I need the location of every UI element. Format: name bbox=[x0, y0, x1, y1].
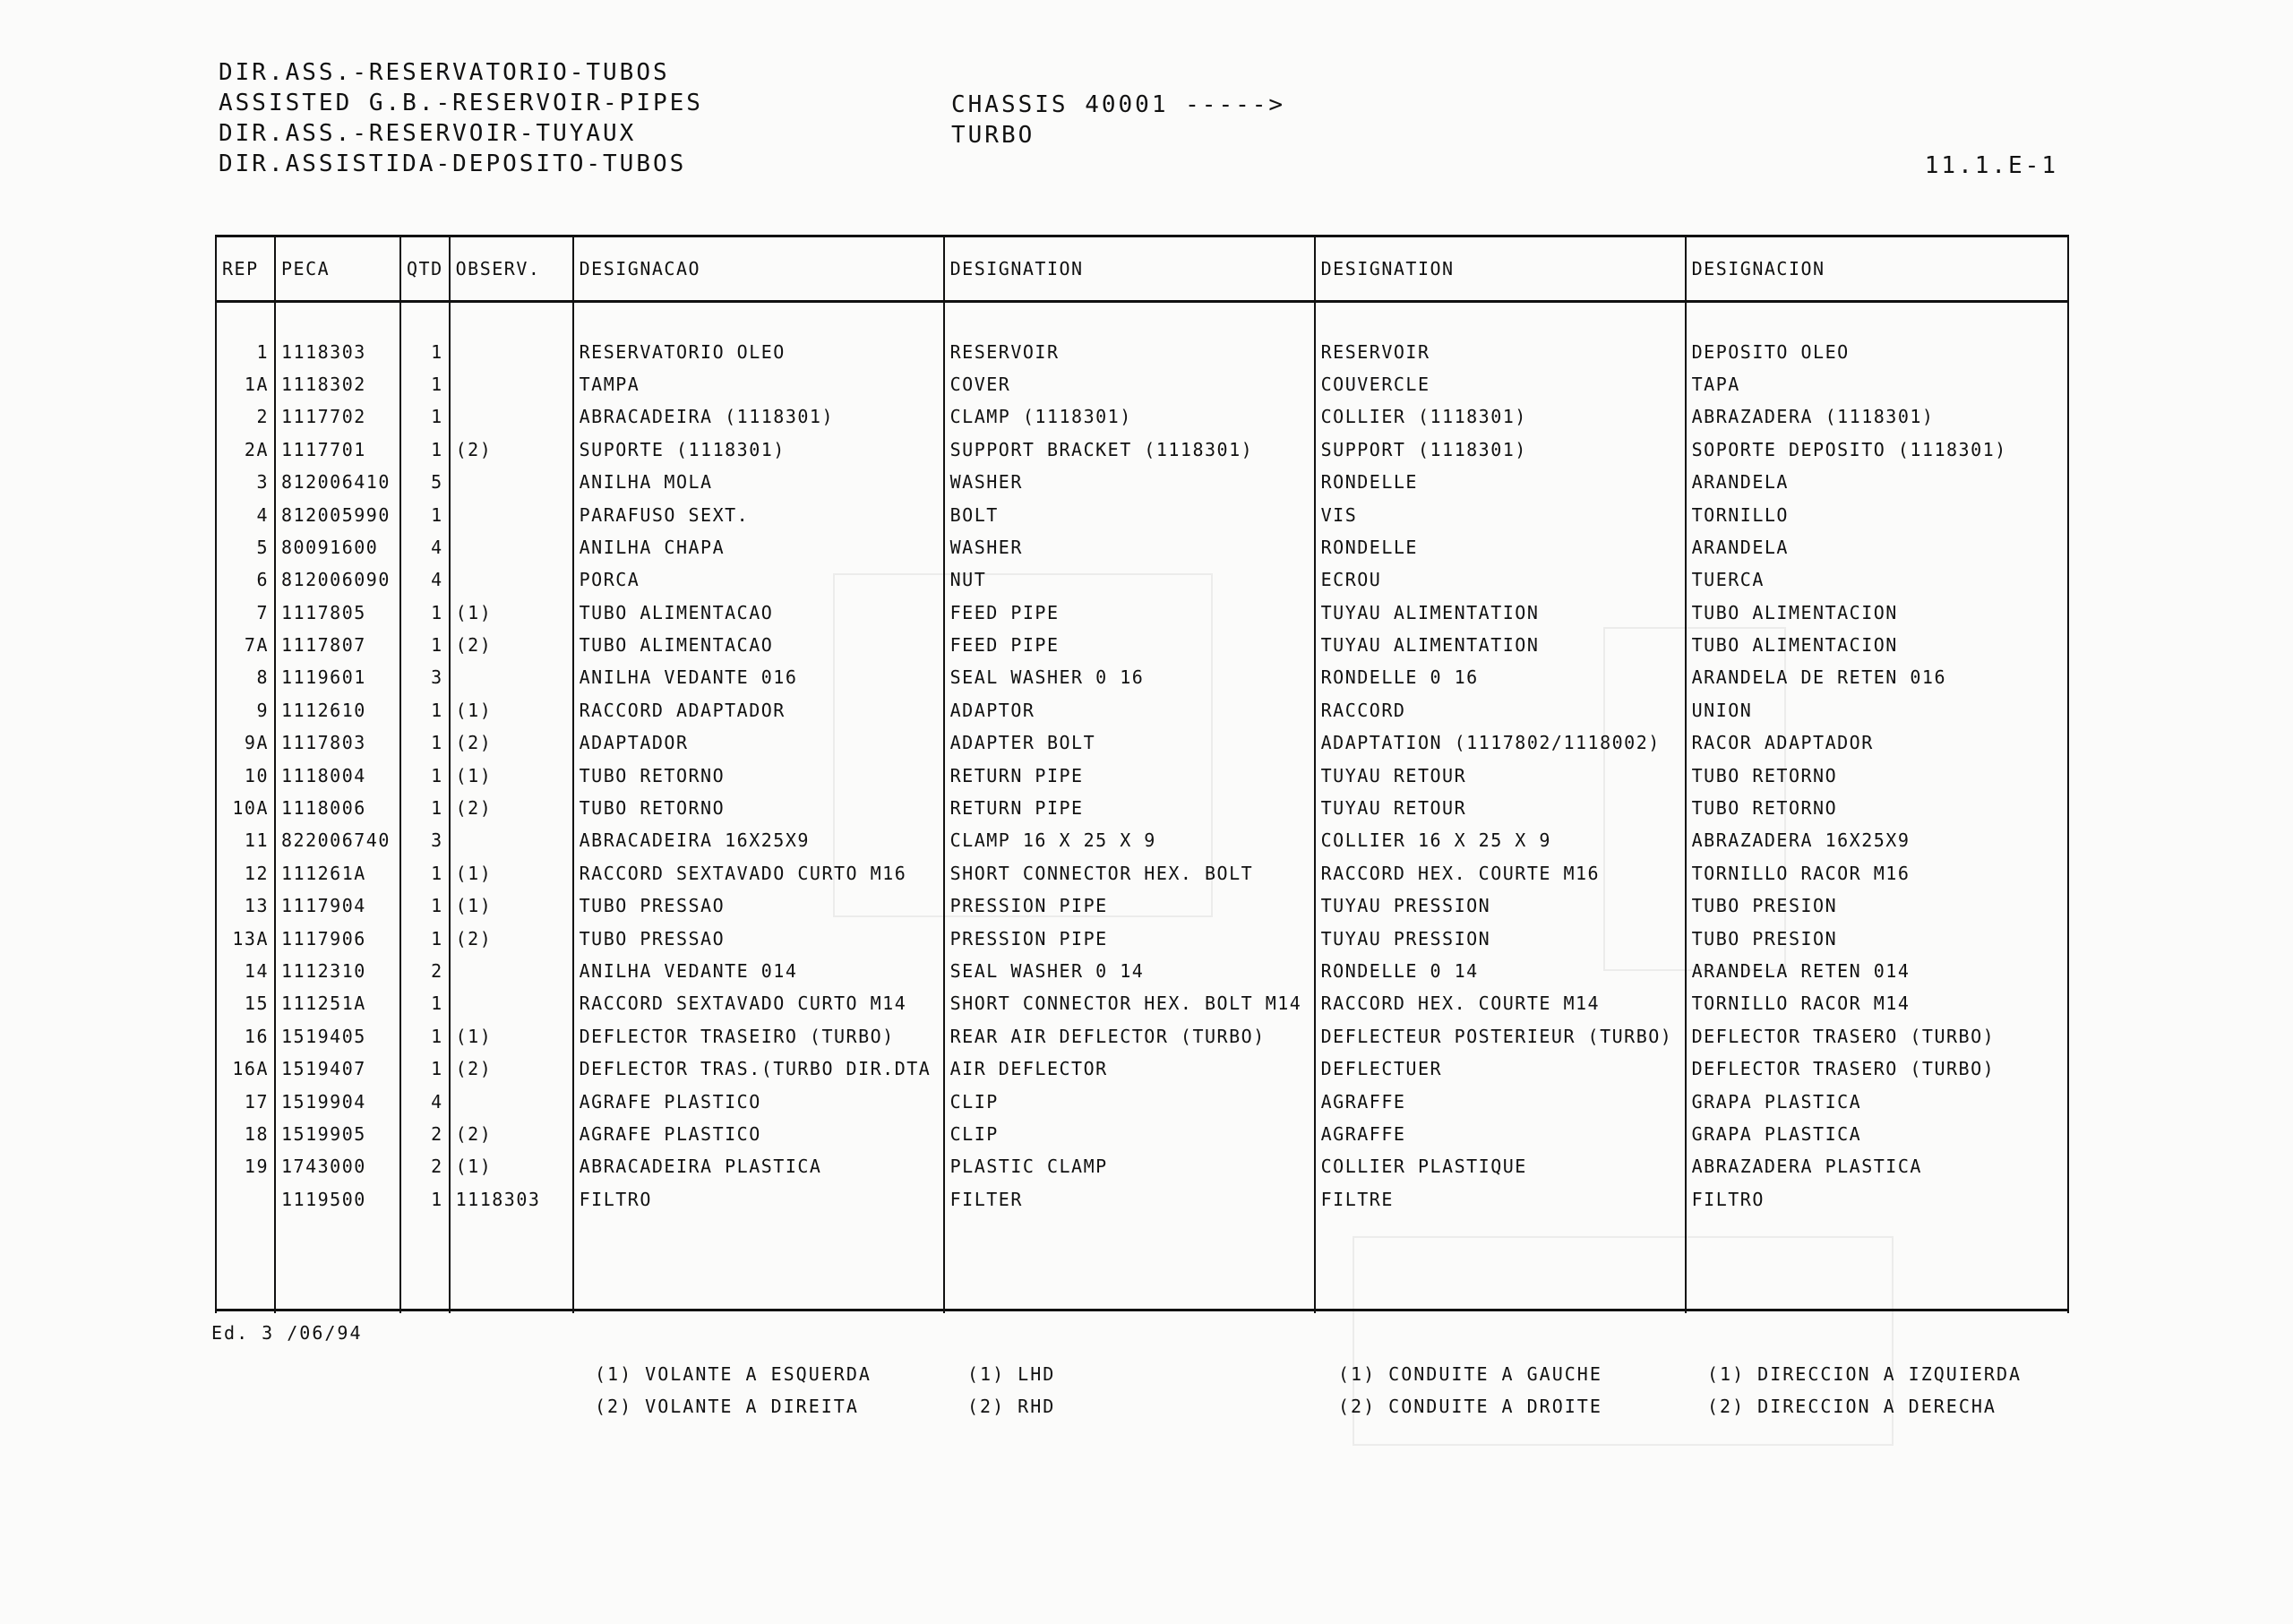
cell-designation-fr: DEFLECTUER bbox=[1315, 1053, 1686, 1085]
cell-designacao: RACCORD ADAPTADOR bbox=[573, 694, 944, 726]
cell-designacion: TUBO PRESION bbox=[1686, 922, 2068, 954]
cell-rep: 2A bbox=[216, 434, 275, 466]
cell-rep: 1 bbox=[216, 335, 275, 367]
cell-peca: 812005990 bbox=[275, 498, 400, 530]
cell-designation-fr: DEFLECTEUR POSTERIEUR (TURBO) bbox=[1315, 1020, 1686, 1053]
note-line: (2) RHD bbox=[967, 1396, 1056, 1417]
note-line: (2) CONDUITE A DROITE bbox=[1338, 1396, 1602, 1417]
cell-rep: 4 bbox=[216, 498, 275, 530]
note-line: (1) CONDUITE A GAUCHE bbox=[1338, 1363, 1602, 1385]
page-reference: 11.1.E-1 bbox=[1924, 152, 2058, 179]
parts-table bbox=[215, 237, 2069, 1313]
cell-observ: 1118303 bbox=[450, 1183, 573, 1216]
cell-rep bbox=[216, 1183, 275, 1216]
col-designation-en: DESIGNATION bbox=[944, 237, 1315, 302]
cell-designacao: TUBO RETORNO bbox=[573, 759, 944, 791]
cell-designation-en: WASHER bbox=[944, 466, 1315, 498]
section-title bbox=[219, 57, 703, 179]
cell-observ: (2) bbox=[450, 434, 573, 466]
cell-designacao: RACCORD SEXTAVADO CURTO M14 bbox=[573, 987, 944, 1019]
cell-designacao: TUBO ALIMENTACAO bbox=[573, 597, 944, 629]
parts-table-frame bbox=[215, 235, 2069, 1311]
cell-designation-fr: TUYAU PRESSION bbox=[1315, 922, 1686, 954]
cell-designation-en: SEAL WASHER 0 14 bbox=[944, 955, 1315, 987]
col-peca: PECA bbox=[275, 237, 400, 302]
cell-rep: 7A bbox=[216, 629, 275, 661]
cell-peca: 1519407 bbox=[275, 1053, 400, 1085]
cell-designation-en: ADAPTOR bbox=[944, 694, 1315, 726]
cell-designacion: ARANDELA bbox=[1686, 466, 2068, 498]
cell-qtd: 4 bbox=[400, 563, 450, 596]
table-row bbox=[216, 531, 2068, 563]
title-line-pt: DIR.ASS.-RESERVATORIO-TUBOS bbox=[219, 59, 670, 86]
cell-designation-en: CLAMP 16 X 25 X 9 bbox=[944, 824, 1315, 856]
cell-qtd: 2 bbox=[400, 1118, 450, 1150]
cell-observ bbox=[450, 661, 573, 693]
cell-qtd: 1 bbox=[400, 857, 450, 889]
cell-qtd: 1 bbox=[400, 922, 450, 954]
cell-rep: 17 bbox=[216, 1085, 275, 1117]
cell-designacao: ABRACADEIRA (1118301) bbox=[573, 400, 944, 433]
cell-rep: 18 bbox=[216, 1118, 275, 1150]
cell-observ: (2) bbox=[450, 922, 573, 954]
cell-designation-en: PRESSION PIPE bbox=[944, 922, 1315, 954]
cell-designacao: ANILHA CHAPA bbox=[573, 531, 944, 563]
cell-designation-en: ADAPTER BOLT bbox=[944, 726, 1315, 759]
cell-peca: 1117805 bbox=[275, 597, 400, 629]
cell-designation-fr: COLLIER (1118301) bbox=[1315, 400, 1686, 433]
cell-designation-en: FEED PIPE bbox=[944, 629, 1315, 661]
cell-designation-en: RESERVOIR bbox=[944, 335, 1315, 367]
cell-rep: 3 bbox=[216, 466, 275, 498]
cell-designacion: ARANDELA RETEN 014 bbox=[1686, 955, 2068, 987]
cell-designation-fr: ADAPTATION (1117802/1118002) bbox=[1315, 726, 1686, 759]
cell-designation-fr: ECROU bbox=[1315, 563, 1686, 596]
cell-rep: 11 bbox=[216, 824, 275, 856]
cell-designation-fr: RONDELLE bbox=[1315, 531, 1686, 563]
cell-qtd: 5 bbox=[400, 466, 450, 498]
table-row bbox=[216, 1118, 2068, 1150]
cell-observ: (2) bbox=[450, 629, 573, 661]
cell-designacion: DEPOSITO OLEO bbox=[1686, 335, 2068, 367]
table-row bbox=[216, 857, 2068, 889]
cell-qtd: 1 bbox=[400, 1183, 450, 1216]
cell-observ: (1) bbox=[450, 1150, 573, 1182]
title-line-fr: DIR.ASS.-RESERVOIR-TUYAUX bbox=[219, 120, 637, 147]
title-line-es: DIR.ASSISTIDA-DEPOSITO-TUBOS bbox=[219, 150, 687, 177]
cell-observ bbox=[450, 563, 573, 596]
cell-qtd: 4 bbox=[400, 1085, 450, 1117]
col-rep: REP bbox=[216, 237, 275, 302]
cell-qtd: 1 bbox=[400, 987, 450, 1019]
cell-designacao: PORCA bbox=[573, 563, 944, 596]
cell-observ bbox=[450, 955, 573, 987]
cell-peca: 111261A bbox=[275, 857, 400, 889]
cell-designation-en: PLASTIC CLAMP bbox=[944, 1150, 1315, 1182]
cell-observ: (1) bbox=[450, 597, 573, 629]
cell-designacao: TAMPA bbox=[573, 368, 944, 400]
cell-designacao: RESERVATORIO OLEO bbox=[573, 335, 944, 367]
cell-designacao: TUBO PRESSAO bbox=[573, 922, 944, 954]
cell-designacion: GRAPA PLASTICA bbox=[1686, 1085, 2068, 1117]
cell-designacion: TAPA bbox=[1686, 368, 2068, 400]
engine-type: TURBO bbox=[951, 122, 1035, 149]
cell-designation-en: AIR DEFLECTOR bbox=[944, 1053, 1315, 1085]
cell-designation-fr: RONDELLE 0 14 bbox=[1315, 955, 1686, 987]
cell-designacion: ARANDELA bbox=[1686, 531, 2068, 563]
cell-observ: (2) bbox=[450, 726, 573, 759]
col-designacao: DESIGNACAO bbox=[573, 237, 944, 302]
cell-qtd: 1 bbox=[400, 400, 450, 433]
cell-designation-fr: COUVERCLE bbox=[1315, 368, 1686, 400]
cell-qtd: 2 bbox=[400, 955, 450, 987]
cell-observ bbox=[450, 824, 573, 856]
cell-designation-en: SUPPORT BRACKET (1118301) bbox=[944, 434, 1315, 466]
table-row bbox=[216, 1085, 2068, 1117]
table-row bbox=[216, 759, 2068, 791]
cell-qtd: 1 bbox=[400, 1020, 450, 1053]
cell-designacao: TUBO RETORNO bbox=[573, 792, 944, 824]
cell-qtd: 1 bbox=[400, 368, 450, 400]
cell-designation-en: SEAL WASHER 0 16 bbox=[944, 661, 1315, 693]
table-row bbox=[216, 400, 2068, 433]
table-row bbox=[216, 987, 2068, 1019]
table-row bbox=[216, 694, 2068, 726]
cell-qtd: 1 bbox=[400, 1053, 450, 1085]
cell-observ: (1) bbox=[450, 759, 573, 791]
cell-observ: (1) bbox=[450, 857, 573, 889]
cell-designation-fr: RESERVOIR bbox=[1315, 335, 1686, 367]
edition-date: Ed. 3 /06/94 bbox=[211, 1322, 363, 1344]
cell-qtd: 4 bbox=[400, 531, 450, 563]
cell-qtd: 2 bbox=[400, 1150, 450, 1182]
cell-peca: 1119601 bbox=[275, 661, 400, 693]
notes-pt bbox=[595, 1358, 872, 1422]
cell-designacion: TORNILLO RACOR M14 bbox=[1686, 987, 2068, 1019]
cell-observ: (2) bbox=[450, 792, 573, 824]
cell-observ: (1) bbox=[450, 694, 573, 726]
table-row bbox=[216, 498, 2068, 530]
cell-qtd: 3 bbox=[400, 824, 450, 856]
cell-designation-en: COVER bbox=[944, 368, 1315, 400]
cell-designacao: FILTRO bbox=[573, 1183, 944, 1216]
cell-observ bbox=[450, 400, 573, 433]
table-row bbox=[216, 335, 2068, 367]
cell-observ bbox=[450, 466, 573, 498]
cell-designacao: SUPORTE (1118301) bbox=[573, 434, 944, 466]
note-line: (2) VOLANTE A DIREITA bbox=[595, 1396, 859, 1417]
cell-qtd: 1 bbox=[400, 498, 450, 530]
cell-designacion: DEFLECTOR TRASERO (TURBO) bbox=[1686, 1053, 2068, 1085]
table-row bbox=[216, 368, 2068, 400]
cell-designacao: PARAFUSO SEXT. bbox=[573, 498, 944, 530]
cell-rep: 16 bbox=[216, 1020, 275, 1053]
cell-peca: 1117702 bbox=[275, 400, 400, 433]
cell-rep: 5 bbox=[216, 531, 275, 563]
cell-peca: 1117803 bbox=[275, 726, 400, 759]
chassis-number: CHASSIS 40001 -----> bbox=[951, 91, 1286, 118]
cell-designation-en: BOLT bbox=[944, 498, 1315, 530]
cell-qtd: 1 bbox=[400, 889, 450, 922]
cell-qtd: 1 bbox=[400, 335, 450, 367]
cell-designacion: ARANDELA DE RETEN 016 bbox=[1686, 661, 2068, 693]
cell-designation-en: SHORT CONNECTOR HEX. BOLT bbox=[944, 857, 1315, 889]
cell-qtd: 1 bbox=[400, 759, 450, 791]
cell-peca: 1112610 bbox=[275, 694, 400, 726]
cell-designacion: UNION bbox=[1686, 694, 2068, 726]
cell-designacion: GRAPA PLASTICA bbox=[1686, 1118, 2068, 1150]
cell-peca: 111251A bbox=[275, 987, 400, 1019]
note-line: (1) LHD bbox=[967, 1363, 1056, 1385]
cell-designation-fr: SUPPORT (1118301) bbox=[1315, 434, 1686, 466]
cell-qtd: 1 bbox=[400, 726, 450, 759]
cell-qtd: 1 bbox=[400, 629, 450, 661]
note-line: (1) VOLANTE A ESQUERDA bbox=[595, 1363, 872, 1385]
spacer-row bbox=[216, 302, 2068, 336]
chassis-info bbox=[951, 90, 1285, 150]
cell-observ bbox=[450, 987, 573, 1019]
table-row bbox=[216, 563, 2068, 596]
cell-rep: 7 bbox=[216, 597, 275, 629]
cell-designacao: AGRAFE PLASTICO bbox=[573, 1085, 944, 1117]
cell-peca: 812006090 bbox=[275, 563, 400, 596]
cell-designacion: TUBO ALIMENTACION bbox=[1686, 597, 2068, 629]
note-line: (2) DIRECCION A DERECHA bbox=[1707, 1396, 1997, 1417]
cell-designation-fr: TUYAU RETOUR bbox=[1315, 759, 1686, 791]
table-row bbox=[216, 1020, 2068, 1053]
cell-designation-en: CLIP bbox=[944, 1085, 1315, 1117]
table-row bbox=[216, 661, 2068, 693]
cell-designacion: RACOR ADAPTADOR bbox=[1686, 726, 2068, 759]
table-body bbox=[216, 302, 2068, 1314]
table-row bbox=[216, 629, 2068, 661]
cell-qtd: 1 bbox=[400, 694, 450, 726]
cell-observ bbox=[450, 498, 573, 530]
cell-qtd: 3 bbox=[400, 661, 450, 693]
cell-peca: 1119500 bbox=[275, 1183, 400, 1216]
cell-designacion: TORNILLO bbox=[1686, 498, 2068, 530]
notes-es bbox=[1707, 1358, 2022, 1422]
cell-peca: 1117807 bbox=[275, 629, 400, 661]
cell-designation-fr: COLLIER PLASTIQUE bbox=[1315, 1150, 1686, 1182]
cell-designacao: ABRACADEIRA 16X25X9 bbox=[573, 824, 944, 856]
notes-en bbox=[967, 1358, 1055, 1422]
cell-qtd: 1 bbox=[400, 792, 450, 824]
table-row bbox=[216, 597, 2068, 629]
cell-qtd: 1 bbox=[400, 434, 450, 466]
cell-peca: 1112310 bbox=[275, 955, 400, 987]
cell-rep: 10 bbox=[216, 759, 275, 791]
cell-designation-fr: RONDELLE bbox=[1315, 466, 1686, 498]
cell-designacion: TUBO RETORNO bbox=[1686, 759, 2068, 791]
cell-qtd: 1 bbox=[400, 597, 450, 629]
cell-rep: 8 bbox=[216, 661, 275, 693]
cell-designation-en: SHORT CONNECTOR HEX. BOLT M14 bbox=[944, 987, 1315, 1019]
cell-peca: 1118006 bbox=[275, 792, 400, 824]
cell-rep: 9 bbox=[216, 694, 275, 726]
cell-designation-fr: FILTRE bbox=[1315, 1183, 1686, 1216]
cell-rep: 15 bbox=[216, 987, 275, 1019]
cell-designation-en: FILTER bbox=[944, 1183, 1315, 1216]
cell-designation-fr: RACCORD bbox=[1315, 694, 1686, 726]
cell-peca: 1118303 bbox=[275, 335, 400, 367]
cell-rep: 13A bbox=[216, 922, 275, 954]
cell-rep: 2 bbox=[216, 400, 275, 433]
cell-rep: 12 bbox=[216, 857, 275, 889]
cell-designation-en: CLIP bbox=[944, 1118, 1315, 1150]
cell-designacion: DEFLECTOR TRASERO (TURBO) bbox=[1686, 1020, 2068, 1053]
table-row bbox=[216, 955, 2068, 987]
table-row bbox=[216, 792, 2068, 824]
cell-rep: 14 bbox=[216, 955, 275, 987]
cell-designacao: RACCORD SEXTAVADO CURTO M16 bbox=[573, 857, 944, 889]
table-row bbox=[216, 922, 2068, 954]
blank-row bbox=[216, 1248, 2068, 1280]
cell-designation-fr: AGRAFFE bbox=[1315, 1085, 1686, 1117]
cell-designation-en: NUT bbox=[944, 563, 1315, 596]
cell-peca: 1117904 bbox=[275, 889, 400, 922]
cell-designacion: TORNILLO RACOR M16 bbox=[1686, 857, 2068, 889]
col-designacion: DESIGNACION bbox=[1686, 237, 2068, 302]
cell-designacion: SOPORTE DEPOSITO (1118301) bbox=[1686, 434, 2068, 466]
col-designation-fr: DESIGNATION bbox=[1315, 237, 1686, 302]
cell-designation-en: PRESSION PIPE bbox=[944, 889, 1315, 922]
cell-designation-en: RETURN PIPE bbox=[944, 792, 1315, 824]
cell-designacion: FILTRO bbox=[1686, 1183, 2068, 1216]
cell-designation-fr: VIS bbox=[1315, 498, 1686, 530]
cell-designacion: TUERCA bbox=[1686, 563, 2068, 596]
cell-rep: 10A bbox=[216, 792, 275, 824]
cell-designation-en: RETURN PIPE bbox=[944, 759, 1315, 791]
cell-designacao: ANILHA MOLA bbox=[573, 466, 944, 498]
cell-rep: 1A bbox=[216, 368, 275, 400]
cell-designacion: ABRAZADERA PLASTICA bbox=[1686, 1150, 2068, 1182]
cell-observ: (1) bbox=[450, 1020, 573, 1053]
cell-designation-fr: COLLIER 16 X 25 X 9 bbox=[1315, 824, 1686, 856]
blank-row bbox=[216, 1281, 2068, 1313]
cell-observ: (1) bbox=[450, 889, 573, 922]
table-row bbox=[216, 824, 2068, 856]
table-row bbox=[216, 889, 2068, 922]
cell-designacion: TUBO RETORNO bbox=[1686, 792, 2068, 824]
cell-designacao: DEFLECTOR TRAS.(TURBO DIR.DTA bbox=[573, 1053, 944, 1085]
table-row bbox=[216, 1053, 2068, 1085]
cell-designacion: TUBO PRESION bbox=[1686, 889, 2068, 922]
cell-peca: 812006410 bbox=[275, 466, 400, 498]
cell-designation-fr: TUYAU ALIMENTATION bbox=[1315, 597, 1686, 629]
cell-designation-fr: TUYAU RETOUR bbox=[1315, 792, 1686, 824]
cell-designation-en: CLAMP (1118301) bbox=[944, 400, 1315, 433]
cell-peca: 80091600 bbox=[275, 531, 400, 563]
cell-designacao: AGRAFE PLASTICO bbox=[573, 1118, 944, 1150]
cell-designacao: TUBO PRESSAO bbox=[573, 889, 944, 922]
note-line: (1) DIRECCION A IZQUIERDA bbox=[1707, 1363, 2022, 1385]
cell-peca: 1519405 bbox=[275, 1020, 400, 1053]
cell-designation-fr: AGRAFFE bbox=[1315, 1118, 1686, 1150]
cell-observ bbox=[450, 531, 573, 563]
table-row bbox=[216, 466, 2068, 498]
cell-designation-fr: RACCORD HEX. COURTE M16 bbox=[1315, 857, 1686, 889]
cell-peca: 1118302 bbox=[275, 368, 400, 400]
cell-designation-en: FEED PIPE bbox=[944, 597, 1315, 629]
cell-rep: 9A bbox=[216, 726, 275, 759]
cell-designacao: ADAPTADOR bbox=[573, 726, 944, 759]
cell-peca: 1117906 bbox=[275, 922, 400, 954]
cell-designation-fr: TUYAU PRESSION bbox=[1315, 889, 1686, 922]
cell-peca: 1743000 bbox=[275, 1150, 400, 1182]
notes-fr bbox=[1338, 1358, 1602, 1422]
cell-designation-fr: RONDELLE 0 16 bbox=[1315, 661, 1686, 693]
col-qtd: QTD bbox=[400, 237, 450, 302]
table-row bbox=[216, 1150, 2068, 1182]
cell-rep: 6 bbox=[216, 563, 275, 596]
cell-peca: 1519904 bbox=[275, 1085, 400, 1117]
cell-designacao: DEFLECTOR TRASEIRO (TURBO) bbox=[573, 1020, 944, 1053]
cell-rep: 19 bbox=[216, 1150, 275, 1182]
cell-designacao: ANILHA VEDANTE 014 bbox=[573, 955, 944, 987]
cell-peca: 1118004 bbox=[275, 759, 400, 791]
cell-designacao: TUBO ALIMENTACAO bbox=[573, 629, 944, 661]
cell-observ bbox=[450, 335, 573, 367]
cell-designation-fr: TUYAU ALIMENTATION bbox=[1315, 629, 1686, 661]
col-observ: OBSERV. bbox=[450, 237, 573, 302]
cell-designacion: TUBO ALIMENTACION bbox=[1686, 629, 2068, 661]
cell-rep: 16A bbox=[216, 1053, 275, 1085]
blank-row bbox=[216, 1216, 2068, 1248]
cell-designacao: ANILHA VEDANTE 016 bbox=[573, 661, 944, 693]
cell-designation-en: REAR AIR DEFLECTOR (TURBO) bbox=[944, 1020, 1315, 1053]
cell-designacion: ABRAZADERA (1118301) bbox=[1686, 400, 2068, 433]
table-row bbox=[216, 434, 2068, 466]
cell-rep: 13 bbox=[216, 889, 275, 922]
cell-observ bbox=[450, 1085, 573, 1117]
cell-observ: (2) bbox=[450, 1053, 573, 1085]
cell-designacao: ABRACADEIRA PLASTICA bbox=[573, 1150, 944, 1182]
table-row bbox=[216, 1183, 2068, 1216]
cell-observ: (2) bbox=[450, 1118, 573, 1150]
cell-designation-fr: RACCORD HEX. COURTE M14 bbox=[1315, 987, 1686, 1019]
cell-peca: 822006740 bbox=[275, 824, 400, 856]
title-line-en: ASSISTED G.B.-RESERVOIR-PIPES bbox=[219, 90, 703, 116]
cell-peca: 1117701 bbox=[275, 434, 400, 466]
table-header-row bbox=[216, 237, 2068, 302]
cell-peca: 1519905 bbox=[275, 1118, 400, 1150]
cell-designacion: ABRAZADERA 16X25X9 bbox=[1686, 824, 2068, 856]
table-row bbox=[216, 726, 2068, 759]
cell-designation-en: WASHER bbox=[944, 531, 1315, 563]
cell-observ bbox=[450, 368, 573, 400]
